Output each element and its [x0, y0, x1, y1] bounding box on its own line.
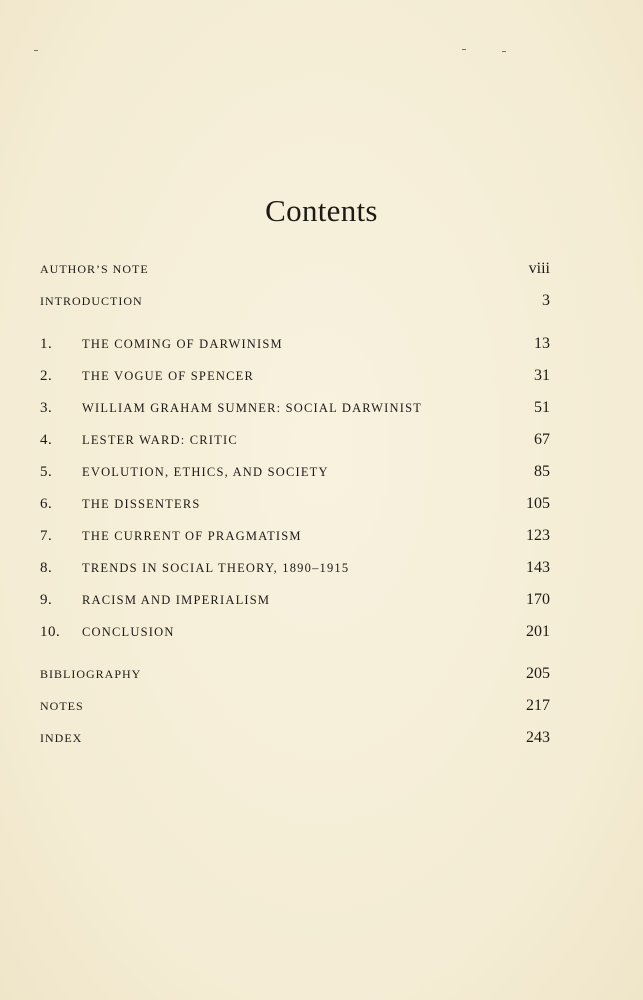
page-speck: [34, 50, 38, 51]
toc-entry-chapter[interactable]: [40, 367, 550, 389]
toc-entry-chapter[interactable]: [40, 559, 550, 581]
toc-entry-introduction[interactable]: [40, 292, 550, 314]
page-speck: [462, 49, 466, 50]
toc-entry-label: EVOLUTION, ETHICS, AND SOCIETY: [82, 465, 329, 479]
toc-entry-chapter[interactable]: [40, 463, 550, 485]
toc-entry-page: 13: [534, 335, 550, 352]
toc-chapter-number: 5.: [40, 464, 53, 480]
toc-chapter-number: 6.: [40, 496, 53, 512]
toc-entry-chapter[interactable]: [40, 527, 550, 549]
toc-chapter-number: 10.: [40, 624, 61, 640]
toc-entry-page: viii: [528, 260, 550, 277]
toc-entry-label: BIBLIOGRAPHY: [40, 667, 142, 681]
toc-entry-authors-note[interactable]: [40, 260, 550, 282]
toc-entry-page: 205: [526, 665, 550, 682]
toc-entry-label: THE COMING OF DARWINISM: [82, 337, 283, 351]
toc-entry-label: THE DISSENTERS: [82, 497, 201, 511]
toc-chapter-number: 7.: [40, 528, 53, 544]
toc-chapter-number: 4.: [40, 432, 53, 448]
toc-chapter-number: 8.: [40, 560, 53, 576]
toc-chapter-number: 2.: [40, 368, 53, 384]
page-title: Contents: [265, 193, 378, 228]
toc-entry-chapter[interactable]: [40, 495, 550, 517]
toc-entry-notes[interactable]: [40, 697, 550, 719]
toc-entry-page: 170: [526, 591, 550, 608]
toc-chapter-number: 1.: [40, 336, 53, 352]
toc-entry-page: 85: [534, 463, 550, 480]
toc-chapter-number: 3.: [40, 400, 53, 416]
toc-entry-page: 123: [526, 527, 550, 544]
toc-entry-label: THE CURRENT OF PRAGMATISM: [82, 529, 302, 543]
toc-entry-label: RACISM AND IMPERIALISM: [82, 593, 271, 607]
toc-entry-page: 201: [526, 623, 550, 640]
toc-entry-page: 67: [534, 431, 550, 448]
toc-entry-label: NOTES: [40, 699, 84, 713]
toc-entry-page: 143: [526, 559, 550, 576]
toc-entry-label: THE VOGUE OF SPENCER: [82, 369, 255, 383]
toc-entry-chapter[interactable]: [40, 623, 550, 645]
toc-entry-page: 243: [526, 729, 550, 746]
toc-entry-label: AUTHOR’S NOTE: [40, 262, 149, 276]
toc-entry-label: TRENDS IN SOCIAL THEORY, 1890–1915: [82, 561, 350, 575]
toc-entry-chapter[interactable]: [40, 399, 550, 421]
page-speck: [502, 51, 506, 52]
toc-entry-label: LESTER WARD: CRITIC: [82, 433, 238, 447]
toc-entry-page: 31: [534, 367, 550, 384]
toc-entry-chapter[interactable]: [40, 335, 550, 357]
toc-entry-page: 105: [526, 495, 550, 512]
toc-entry-label: WILLIAM GRAHAM SUMNER: SOCIAL DARWINIST: [82, 401, 423, 415]
toc-entry-chapter[interactable]: [40, 591, 550, 613]
toc-entry-chapter[interactable]: [40, 431, 550, 453]
toc-entry-label: CONCLUSION: [82, 625, 175, 639]
toc-entry-label: INTRODUCTION: [40, 294, 143, 308]
toc-entry-label: INDEX: [40, 731, 83, 745]
toc-entry-page: 3: [542, 292, 550, 309]
toc-entry-page: 51: [534, 399, 550, 416]
toc-entry-page: 217: [526, 697, 550, 714]
toc-entry-bibliography[interactable]: [40, 665, 550, 687]
toc-chapter-number: 9.: [40, 592, 53, 608]
toc-entry-index[interactable]: [40, 729, 550, 751]
